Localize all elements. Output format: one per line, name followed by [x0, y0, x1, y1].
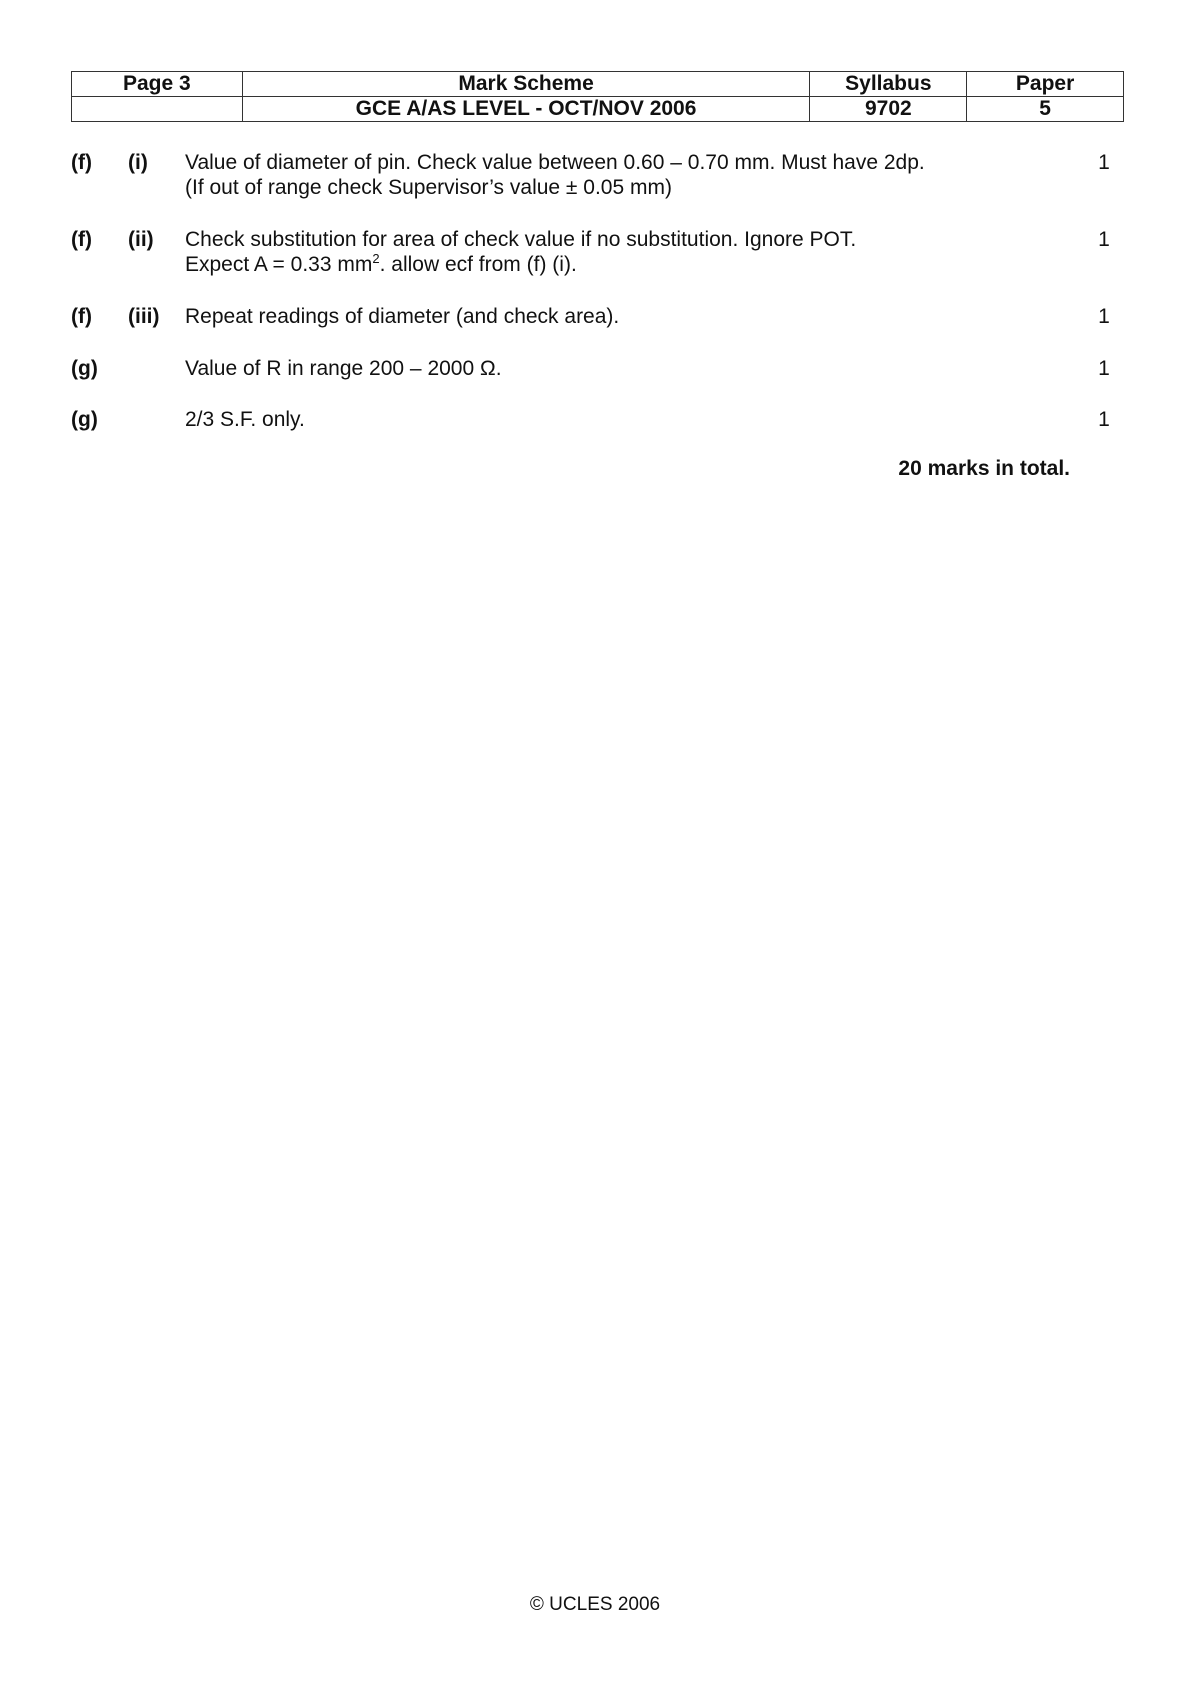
- part-label: (f): [71, 151, 92, 174]
- item-text: [185, 407, 1035, 432]
- subpart-label: (ii): [128, 228, 154, 251]
- item-line-part: . allow ecf from (f) (i).: [379, 253, 577, 276]
- mark-value: 1: [1098, 357, 1110, 380]
- item-line: Value of R in range 200 – 2000 Ω.: [185, 357, 502, 380]
- exam-name: GCE A/AS LEVEL - OCT/NOV 2006: [242, 97, 810, 122]
- header-table: [71, 71, 1124, 122]
- item-text: [185, 356, 1035, 381]
- item-text: [185, 304, 1035, 329]
- subpart-label: (iii): [128, 305, 160, 328]
- part-label: (g): [71, 357, 98, 380]
- item-line: Check substitution for area of check value if no substitution. Ignore POT.: [185, 228, 857, 251]
- item-line-part: Expect A = 0.33 mm: [185, 253, 373, 276]
- total-marks: 20 marks in total.: [898, 457, 1070, 480]
- item-line: 2/3 S.F. only.: [185, 408, 305, 431]
- item-text: [185, 150, 1035, 200]
- mark-value: 1: [1098, 408, 1110, 431]
- syllabus-label: Syllabus: [810, 72, 967, 97]
- syllabus-code: 9702: [810, 97, 967, 122]
- part-label: (g): [71, 408, 98, 431]
- superscript: 2: [372, 251, 380, 266]
- paper-number: 5: [967, 97, 1124, 122]
- item-line: (If out of range check Supervisor’s value ± 0.05 mm): [185, 176, 672, 199]
- item-line: Repeat readings of diameter (and check area).: [185, 305, 620, 328]
- document-title: Mark Scheme: [242, 72, 810, 97]
- paper-label: Paper: [967, 72, 1124, 97]
- mark-value: 1: [1098, 305, 1110, 328]
- part-label: (f): [71, 305, 92, 328]
- item-text: [185, 227, 1035, 279]
- page-cell-empty: [72, 97, 243, 122]
- page-label: Page 3: [72, 72, 243, 97]
- mark-value: 1: [1098, 228, 1110, 251]
- copyright-footer: © UCLES 2006: [529, 1594, 661, 1615]
- item-line: [185, 252, 1035, 279]
- mark-value: 1: [1098, 151, 1110, 174]
- part-label: (f): [71, 228, 92, 251]
- item-line: Value of diameter of pin. Check value between 0.60 – 0.70 mm. Must have 2dp.: [185, 151, 925, 174]
- subpart-label: (i): [128, 151, 148, 174]
